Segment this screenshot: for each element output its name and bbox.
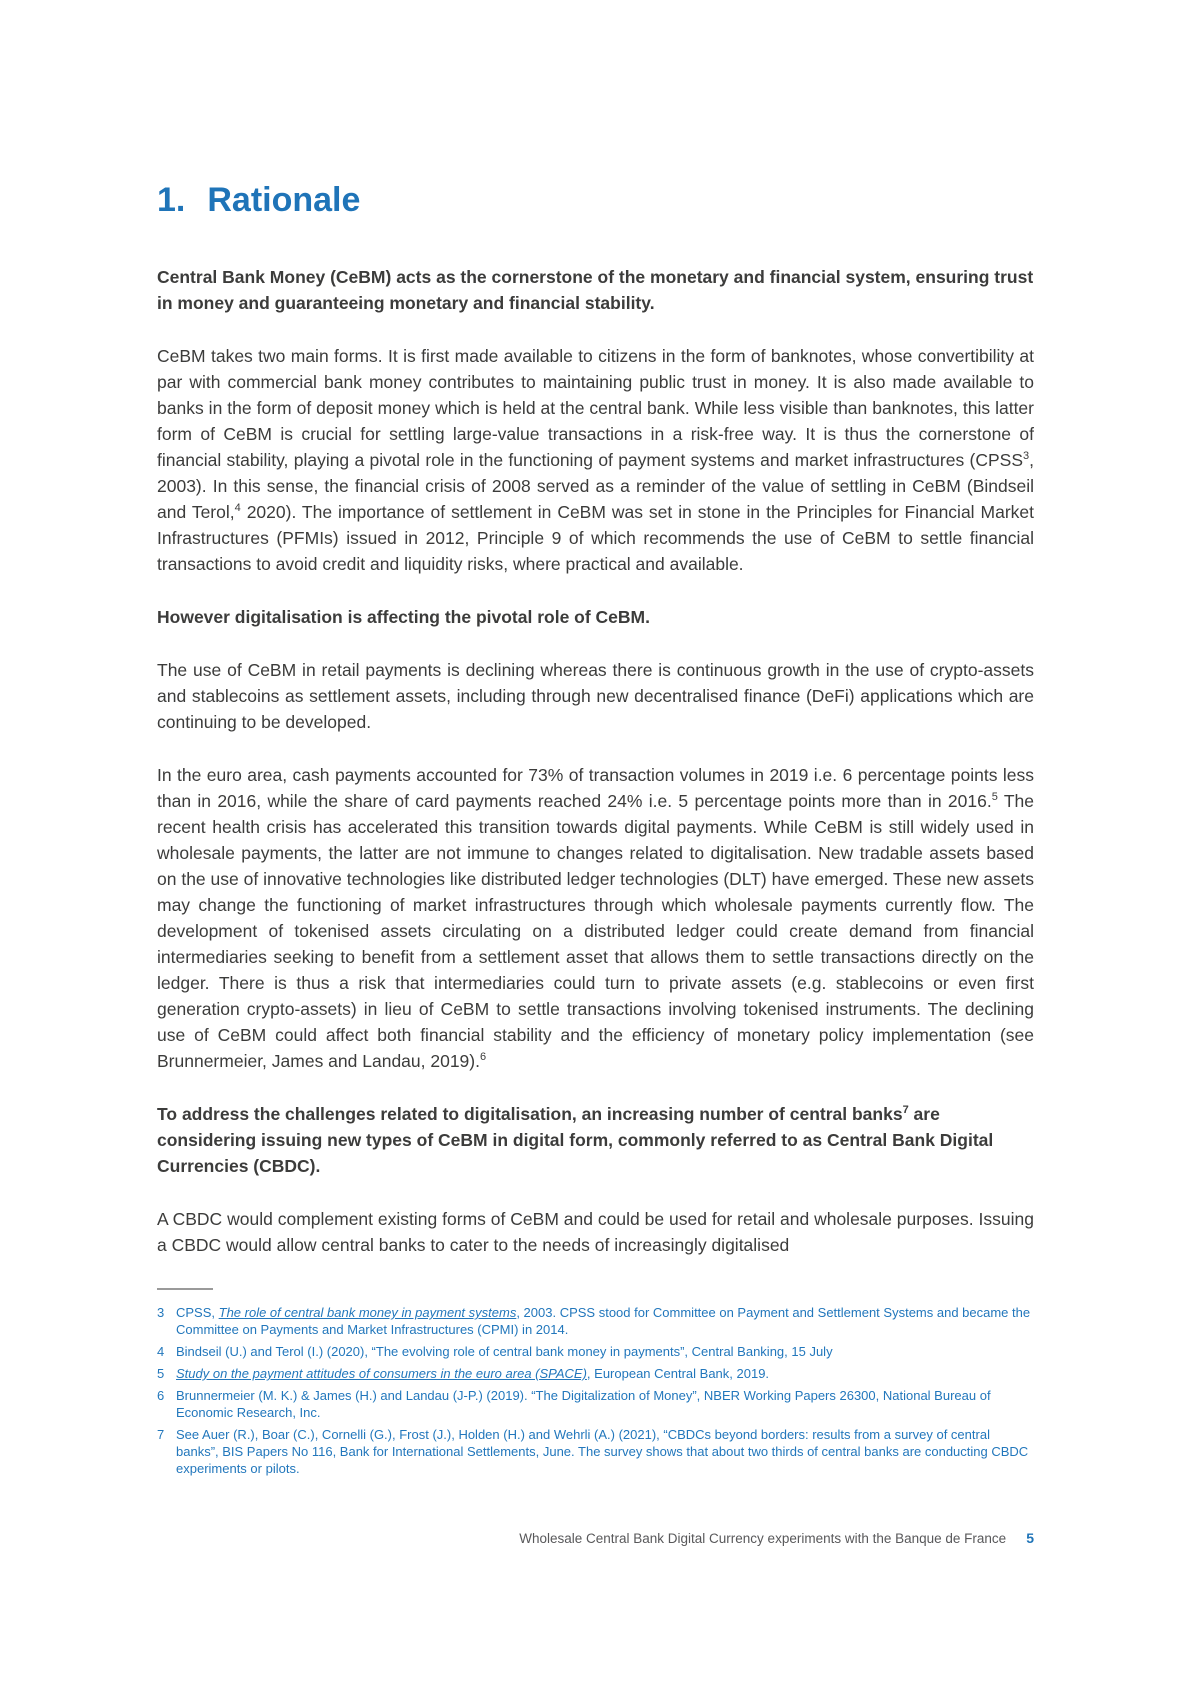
section-number: 1. [157,181,186,219]
paragraph-retail-decline: The use of CeBM in retail payments is declining whereas there is continuous growth in the use of crypto-assets and stablecoins as settlement assets, including through new decentralised finance (DeFi) applications which are continuing to be developed. [157,660,1034,732]
footnote-text [176,1387,1034,1421]
footnote [157,1343,1034,1360]
footnote-ref: 7 [902,1104,909,1117]
footnote-ref: 4 [234,502,241,515]
footnote-link[interactable]: Study on the payment attitudes of consumers in the euro area (SPACE) [176,1366,587,1381]
text-run: CPSS, [176,1305,219,1320]
page-number: 5 [1026,1530,1034,1546]
footnote-ref: 5 [991,791,998,804]
footnote [157,1304,1034,1338]
text-run: Brunnermeier (M. K.) & James (H.) and Landau (J-P.) (2019). “The Digitalization of Money”, NBER Working Papers 26300, National Bureau of Economic Research, Inc. [176,1388,991,1420]
lead-paragraph-cbdc [157,1101,1034,1179]
footnote-number: 6 [157,1388,165,1403]
footnote-separator [157,1288,213,1290]
footnote-number: 4 [157,1344,165,1359]
lead-paragraph-cebm: Central Bank Money (CeBM) acts as the cornerstone of the monetary and financial system, ensuring trust in money and guaranteeing monetary and financial stability. [157,267,1034,313]
footnote [157,1426,1034,1477]
footnote [157,1365,1034,1382]
footnote-text [176,1365,1034,1382]
text-run: See Auer (R.), Boar (C.), Cornelli (G.), Frost (J.), Holden (H.) and Wehrli (A.) (2021), “CBDCs beyond borders: results from a survey of central banks”, BIS Papers No 116, Bank for International Settlements, June. The survey shows that about two thirds of central banks are conducting CBDC experiments or pilots. [176,1427,1029,1476]
section-title: Rationale [207,181,361,219]
text-run: 2020). The importance of settlement in CeBM was set in stone in the Principles for Financial Market Infrastructures (PFMIs) issued in 2012, Principle 9 of which recommends the use of CeBM to settle financial transactions to avoid credit and liquidity risks, where practical and available. [157,502,1034,574]
text-run: In the euro area, cash payments accounted for 73% of transaction volumes in 2019 i.e. 6 percentage points less than in 2016, while the share of card payments reached 24% i.e. 5 percentage points more than in 2016. [157,765,1034,811]
text-run: are considering issuing new types of CeBM in digital form, commonly referred to as Central Bank Digital Currencies (CBDC). [157,1104,994,1176]
page-title [157,180,1034,220]
footnote-ref: 3 [1023,450,1030,463]
footer-title: Wholesale Central Bank Digital Currency experiments with the Banque de France [519,1531,1007,1546]
footnote-text [176,1343,1034,1360]
text-run: CeBM takes two main forms. It is first made available to citizens in the form of banknotes, whose convertibility at par with commercial bank money contributes to maintaining public trust in money. It is also made available to banks in the form of deposit money which is held at the central bank. While less visible than banknotes, this latter form of CeBM is crucial for settling large-value transactions in a risk-free way. It is thus the cornerstone of financial stability, playing a pivotal role in the functioning of payment systems and market infrastructures (CPSS [157,346,1034,470]
footnotes-section [157,1288,1034,1477]
text-run: , European Central Bank, 2019. [586,1366,770,1381]
text-run: The recent health crisis has accelerated this transition towards digital payments. While CeBM is still widely used in wholesale payments, the latter are not immune to changes related to digitalisation. New tradable assets based on the use of innovative technologies like distributed ledger technologies (DLT) have emerged. These new assets may change the functioning of market infrastructures through which wholesale payments currently flow. The development of tokenised assets circulating on a distributed ledger could create demand from financial intermediaries seeking to benefit from a settlement asset that allows them to settle transactions directly on the ledger. There is thus a risk that intermediaries could turn to private assets (e.g. stablecoins or even first generation crypto-assets) in lieu of CeBM to settle transactions involving tokenised instruments. The declining use of CeBM could affect both financial stability and the efficiency of monetary policy implementation (see Brunnermeier, James and Landau, 2019). [157,791,1035,1071]
footnote-ref: 6 [479,1051,487,1064]
text-run: To address the challenges related to digitalisation, an increasing number of central banks [157,1104,903,1124]
page-footer [519,1530,1034,1546]
footnote-number: 5 [157,1366,165,1381]
footnote-text [176,1304,1034,1338]
footnote-number: 7 [157,1427,165,1442]
page-content [157,0,1034,1477]
text-run: , 2003). In this sense, the financial crisis of 2008 served as a reminder of the value of settling in CeBM (Bindseil and Terol, [157,450,1034,522]
footnote [157,1387,1034,1421]
text-run: , 2003. CPSS stood for Committee on Payment and Settlement Systems and became the Committee on Payments and Market Infrastructures (CPMI) in 2014. [176,1305,1031,1337]
footnote-number: 3 [157,1305,165,1320]
footnote-link[interactable]: The role of central bank money in payment systems [218,1305,517,1320]
paragraph-euro-area [157,762,1034,1074]
paragraph-cebm-forms [157,343,1034,577]
text-run: Bindseil (U.) and Terol (I.) (2020), “The evolving role of central bank money in payments”, Central Banking, 15 July [176,1344,833,1359]
footnote-text [176,1426,1034,1477]
paragraph-cbdc-complement: A CBDC would complement existing forms of CeBM and could be used for retail and wholesale purposes. Issuing a CBDC would allow central banks to cater to the needs of increasingly digitalised [157,1209,1034,1255]
subheading-digitalisation: However digitalisation is affecting the pivotal role of CeBM. [157,607,650,627]
